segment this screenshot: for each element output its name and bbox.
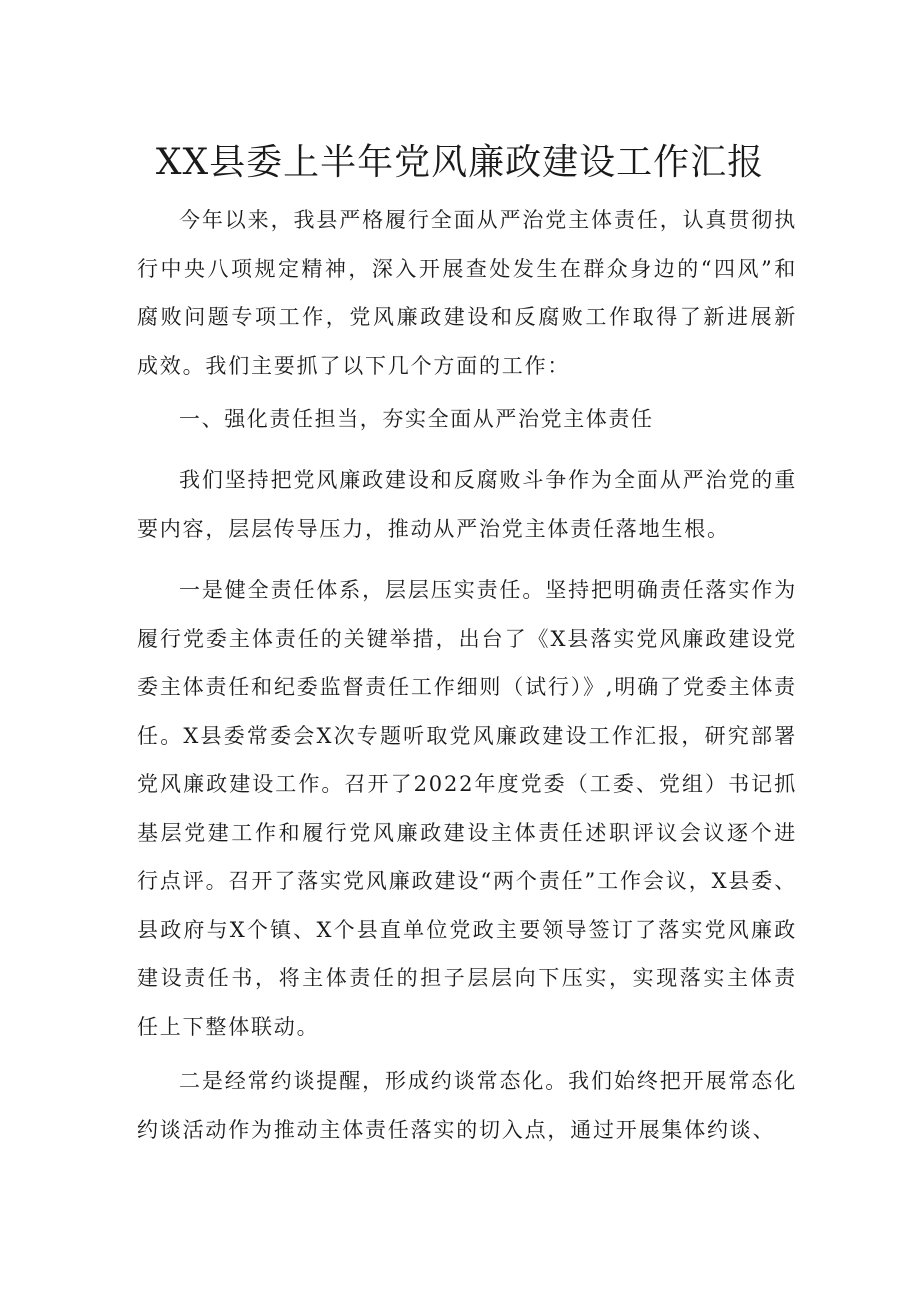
paragraph-intro: 今年以来，我县严格履行全面从严治党主体责任，认真贯彻执行中央八项规定精神，深入开展查处发生在群众身边的“四风”和腐败问题专项工作，党风廉政建设和反腐败工作取得了新进展新成效。我们主要抓了以下几个方面的工作： [137, 208, 797, 378]
paragraph-point-2: 二是经常约谈提醒，形成约谈常态化。我们始终把开展常态化约谈活动作为推动主体责任落实的切入点，通过开展集体约谈、 [137, 1069, 797, 1142]
document-title: XX县委上半年党风廉政建设工作汇报 [155, 142, 765, 183]
paragraph-point-1: 一是健全责任体系，层层压实责任。坚持把明确责任落实作为履行党委主体责任的关键举措，出台了《X县落实党风廉政建设党委主体责任和纪委监督责任工作细则（试行）》,明确了党委主体责任。X县委常委会X次专题听取党风廉政建设工作汇报，研究部署党风廉政建设工作。召开了2022年度党委（工委、党组）书记抓基层党建工作和履行党风廉政建设主体责任述职评议会议逐个进行点评。召开了落实党风廉政建设“两个责任”工作会议，X县委、县政府与X个镇、X个县直单位党政主要领导签订了落实党风廉政建设责任书，将主体责任的担子层层向下压实，实现落实主体责任上下整体联动。 [137, 578, 797, 1039]
section-heading-1: 一、强化责任担当，夯实全面从严治党主体责任 [179, 407, 654, 431]
paragraph-section-1-summary: 我们坚持把党风廉政建设和反腐败斗争作为全面从严治党的重要内容，层层传导压力，推动从严治党主体责任落地生根。 [137, 468, 797, 541]
